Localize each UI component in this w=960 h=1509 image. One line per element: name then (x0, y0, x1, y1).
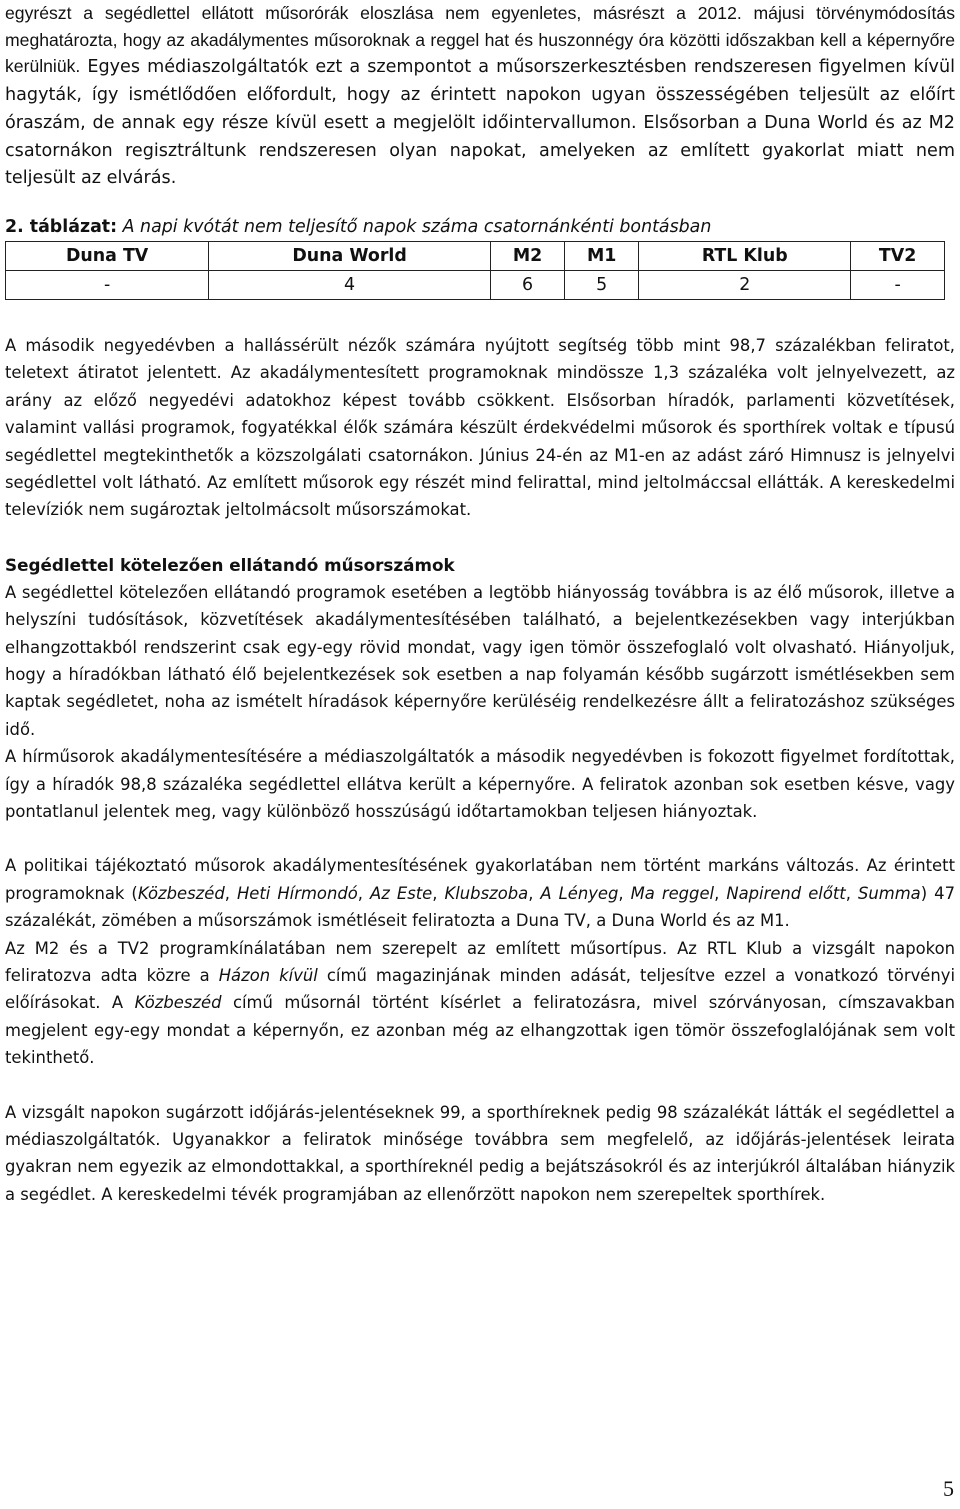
text-run: , (528, 883, 541, 903)
text-run: Az M2 és a TV2 programkínálatában nem szerepelt az említett műsortípus. Az RTL Klub a vizsgált napokon feliratozva adta közre a (5, 938, 955, 986)
table-header-cell: M1 (565, 241, 639, 270)
table-label: 2. táblázat: (5, 216, 118, 237)
text-run: ) 47 százalékát, zömében a műsorszámok ismétléseit feliratozta a Duna TV, a Duna World és az M1. (5, 883, 955, 931)
document-page (5, 0, 955, 1208)
program-title: A Lényeg (540, 883, 619, 903)
table-header-cell: M2 (490, 241, 564, 270)
program-title: Az Este (370, 883, 433, 903)
table-header-cell: Duna TV (6, 241, 209, 270)
table-cell: 6 (490, 270, 564, 299)
program-title: Ma reggel (630, 883, 715, 903)
program-title: Napirend előtt (726, 883, 846, 903)
table-header-cell: Duna World (209, 241, 491, 270)
program-title: Közbeszéd (137, 883, 225, 903)
text-run: A politikai tájékoztató műsorok akadálymentesítésének gyakorlatában nem történt markáns változás. Az érintett programoknak ( (5, 856, 955, 903)
program-title: Házon kívül (218, 966, 318, 986)
table-cell: 4 (209, 270, 491, 299)
text-run: , (845, 883, 858, 903)
quota-table (5, 241, 945, 300)
table-cell: - (851, 270, 945, 299)
text-run: , (714, 883, 727, 903)
intro-rest: Egyes médiaszolgáltatók ezt a szempontot a műsorszerkesztésben rendszeresen figyelmen kívül hagyták, így ismétlődően előfordult, hogy az érintett napokon ugyan összességében teljesült az előírt óraszám, de annak egy része kívül esett a megjelölt időintervallumon. Elsősorban a Duna World és az M2 csatornákon regisztráltunk rendszeresen olyan napokat, amelyeken az említett gyakorlat miatt nem teljesült az elvárás. (5, 57, 955, 189)
table-title: A napi kvótát nem teljesítő napok száma csatornánkénti bontásban (122, 216, 712, 237)
section-heading: Segédlettel kötelezően ellátandó műsorszámok (5, 554, 455, 575)
text-run: , (432, 883, 445, 903)
table-row (6, 270, 945, 299)
paragraph-rtl-tv2 (5, 935, 955, 1072)
table-header-cell: TV2 (851, 241, 945, 270)
table-header-cell: RTL Klub (639, 241, 851, 270)
page-number: 5 (943, 1476, 954, 1501)
table-header-row (6, 241, 945, 270)
intro-paragraph (5, 0, 955, 192)
text-run: című műsornál történt kísérlet a feliratozásra, mivel szórványosan, címszavakban megjelent egy-egy mondat a képernyőn, ez azonban még az elhangzottak igen tömör összefoglalójának sem volt tekinthető. (5, 993, 956, 1068)
intro-lead: egyrészt a segédlettel ellátott műsorórák eloszlása nem egyenletes, másrészt a 2012. májusi törvénymódosítás meghatározta, hogy az akadálymentes műsoroknak a reggel hat és huszonnégy óra közötti időszakban kell a képernyőre kerülniük. (5, 3, 955, 77)
paragraph-live-programs: A segédlettel kötelezően ellátandó programok esetében a legtöbb hiányosság továbbra is az élő műsorok, illetve a helyszíni tudósítások, közvetítések akadálymentesítésében található, a bejelentkezésekben vagy interjúkban elhangzottakból rendszerint csak egy-egy rövid mondat, vagy igen tömör összefoglaló volt olvasható. Hiányoljuk, hogy a híradókban látható élő bejelentkezések sok esetben a nap folyamán később sugárzott ismétlésekben sem kaptak segédletet, noha az ismételt híradások képernyőre kerüléséig rendelkezésre állt a feliratozáshoz szükséges idő. (5, 582, 955, 739)
program-title: Közbeszéd (134, 993, 222, 1013)
paragraph-sign-language: A második negyedévben a hallássérült nézők számára nyújtott segítség több mint 98,7 százalékban feliratot, teletext átiratot jelentett. Az akadálymentesített programoknak mindössze 1,3 százaléka volt jelnyelvezett, az arány az előző negyedévi adatokhoz képest tovább csökkent. Elsősorban híradók, parlamenti közvetítések, valamint vallási programok, fogyatékkal élők számára készült érdekvédelmi műsorok és sporthírek voltak e típusú segédlettel megtekinthetők a közszolgálati csatornákon. Június 24-én az M1-en az adást záró Himnusz is jelnyelvi segédlettel volt látható. Az említett műsorok egy részét mind felirattal, mind jeltolmáccsal ellátták. A kereskedelmi televíziók nem sugároztak jeltolmácsolt műsorszámokat. (5, 335, 955, 520)
text-run: , (618, 883, 631, 903)
program-title: Klubszoba (444, 883, 529, 903)
table-cell: 5 (565, 270, 639, 299)
text-run: című magazinjának minden adását, teljesítve ezzel a vonatkozó törvényi előírásokat. A (5, 966, 956, 1013)
text-run: , (224, 883, 237, 903)
table-cell: 2 (639, 270, 851, 299)
paragraph-political-programs (5, 852, 955, 934)
program-title: Heti Hírmondó (236, 883, 358, 903)
table-cell: - (6, 270, 209, 299)
text-run: , (357, 883, 371, 903)
program-title: Summa (857, 883, 921, 903)
table-caption (5, 213, 955, 241)
paragraph-weather-sports: A vizsgált napokon sugárzott időjárás-jelentéseknek 99, a sporthíreknek pedig 98 százalékát látták el segédlettel a médiaszolgáltatók. Ugyanakkor a feliratok minősége továbbra sem megfelelő, az időjárás-jelentések leirata gyakran nem egyezik az elmondottakkal, a sporthíreknél pedig a bejátszásokról és az interjúkról általában hiányzik a segédlet. A kereskedelmi tévék programjában az ellenőrzött napokon nem szerepeltek sporthírek. (5, 1102, 955, 1204)
paragraph-news-programs: A hírműsorok akadálymentesítésére a médiaszolgáltatók a második negyedévben is fokozott figyelmet fordítottak, így a híradók 98,8 százaléka segédlettel ellátva került a képernyőre. A feliratok azonban sok esetben késve, vagy pontatlanul jelentek meg, vagy különböző hosszúságú időtartamokban teljesen hiányoztak. (5, 747, 955, 822)
